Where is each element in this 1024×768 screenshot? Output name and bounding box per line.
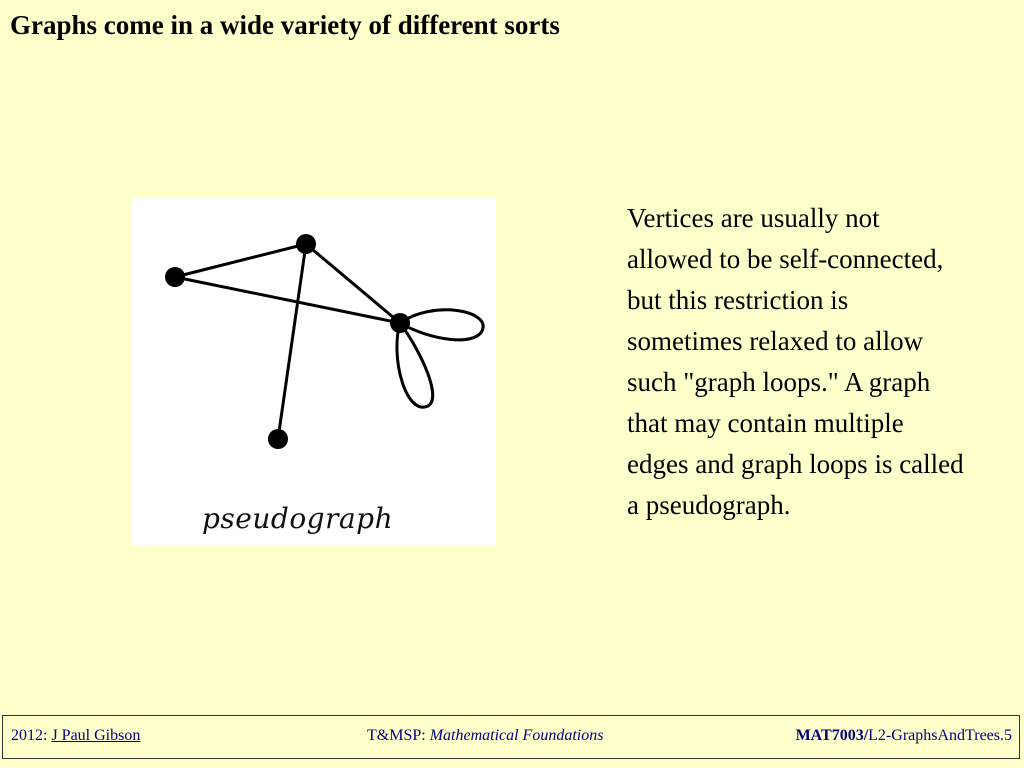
footer-year: 2012:	[11, 727, 52, 744]
vertex-c	[390, 313, 410, 333]
edge-a-b	[175, 244, 306, 277]
vertex-a	[165, 267, 185, 287]
vertex-b	[296, 234, 316, 254]
footer-bar	[2, 715, 1020, 759]
edge-b-c	[306, 244, 400, 323]
pseudograph-diagram	[132, 198, 496, 546]
vertex-d	[268, 429, 288, 449]
footer-lecture: L2-GraphsAndTrees.5	[868, 727, 1012, 744]
footer-course-name: Mathematical Foundations	[429, 727, 604, 744]
footer-left	[11, 727, 140, 745]
footer-center	[367, 727, 603, 745]
author-link[interactable]: J Paul Gibson	[51, 727, 141, 744]
slide-body-text: Vertices are usually not allowed to be self-connected, but this restriction is sometimes relaxed to allow such "graph loops." A graph that may contain multiple edges and graph loops is called a pseudograph.	[627, 203, 964, 520]
edge-b-d	[278, 244, 306, 439]
loop-right	[400, 310, 483, 340]
pseudograph-figure	[132, 198, 496, 546]
footer-right	[796, 727, 1012, 745]
footer-course-prefix: T&MSP:	[367, 727, 430, 744]
footer-course-code: MAT7003/	[795, 727, 869, 744]
slide-title: Graphs come in a wide variety of different sorts	[10, 10, 560, 40]
figure-caption: pseudograph	[202, 502, 394, 535]
edge-a-c	[175, 277, 400, 323]
